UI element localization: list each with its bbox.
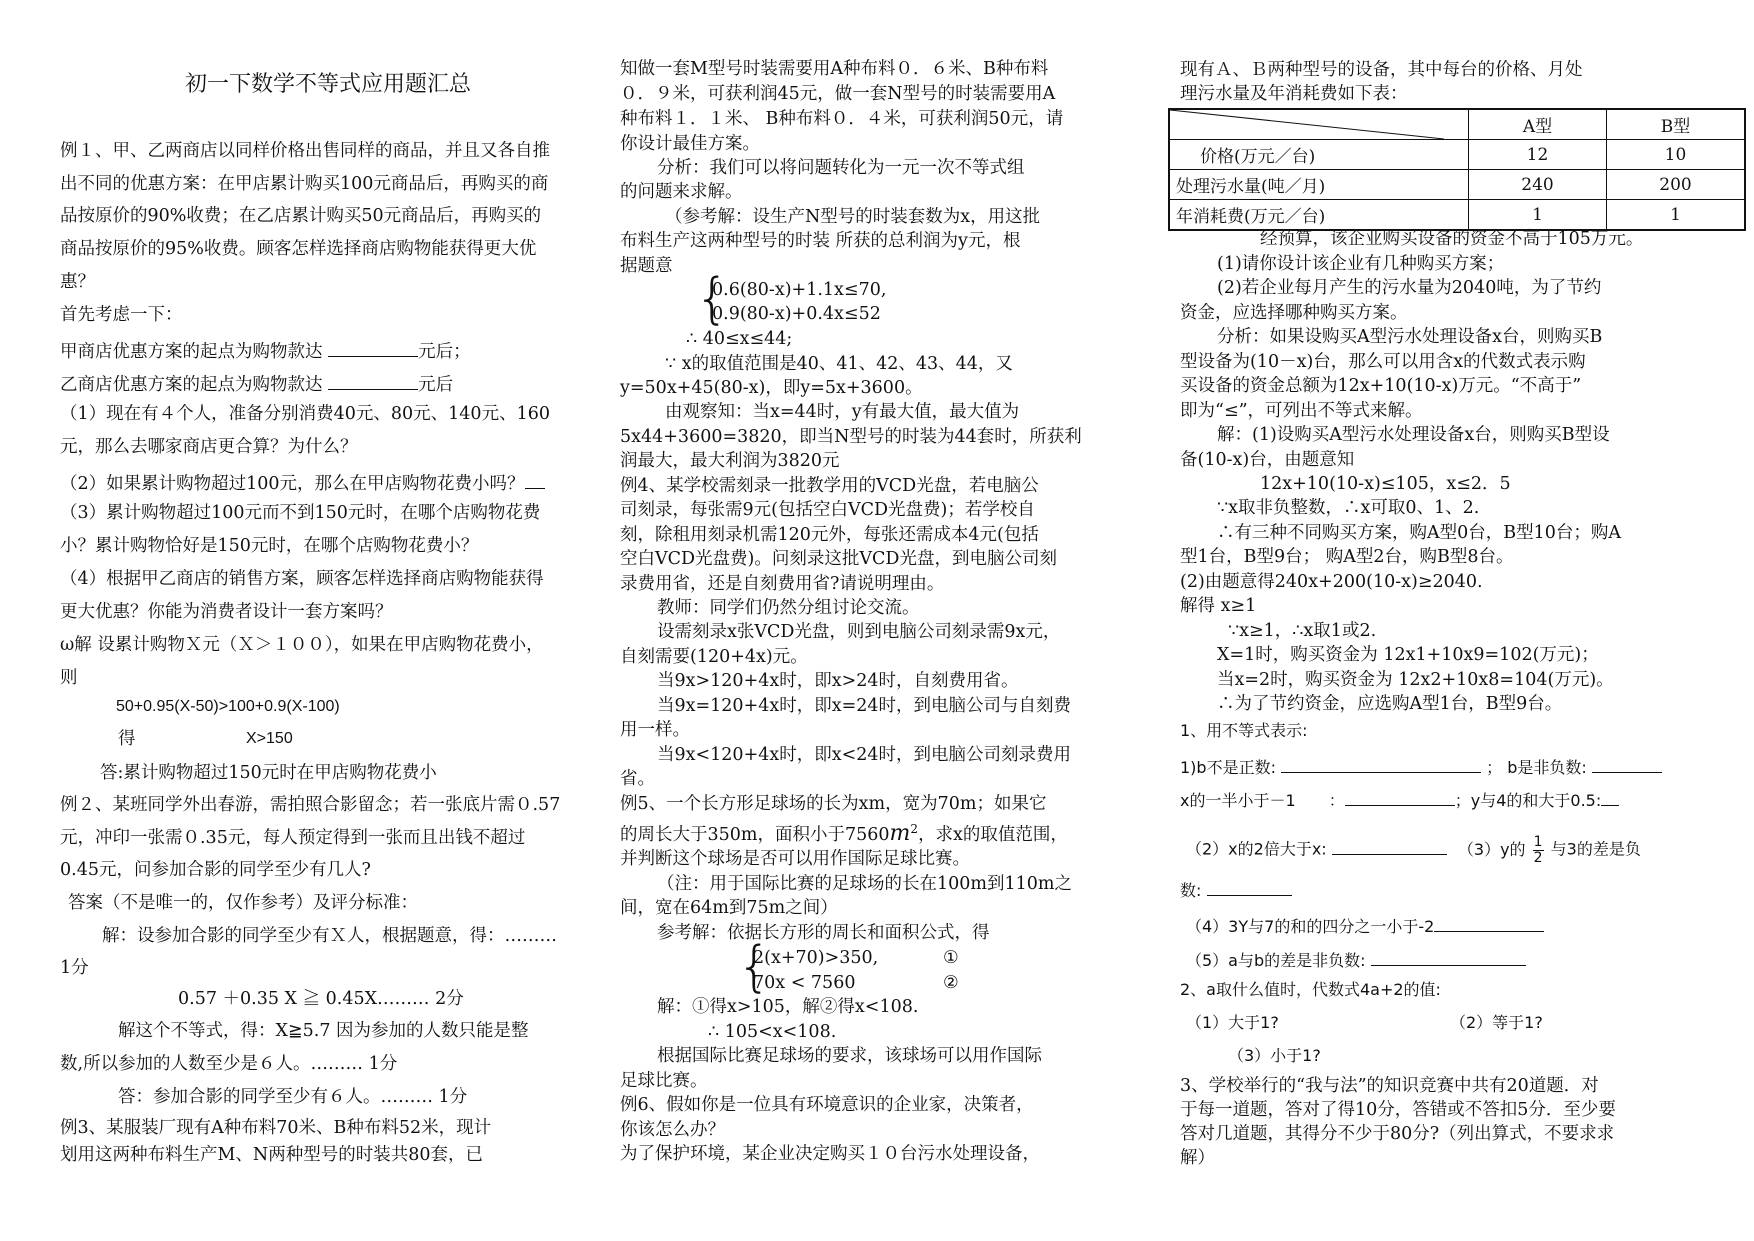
text-line: 自刻需要(120+4x)元。 [620,647,808,667]
text-line: 分析：如果设购买A型污水处理设备x台，则购买B [1217,327,1603,347]
answer-blank[interactable] [1371,949,1526,966]
prompt: （5）a与b的差是非负数: [1186,951,1366,970]
text-line: (2)若企业每月产生的污水量为2040吨，为了节约 [1217,278,1602,298]
text-line: ∵x取非负整数，∴x可取0、1、2. [1217,498,1480,518]
text-line: 例4、某学校需刻录一批教学用的VCD光盘，若电脑公 [620,476,1039,496]
text-line: 资金，应选择哪种购买方案。 [1180,303,1408,323]
answer-blank[interactable] [328,373,418,390]
text-line: 根据国际比赛足球场的要求，该球场可以用作国际 [657,1046,1042,1066]
text-line [1186,835,1641,865]
exercise-heading: 1、用不等式表示: [1180,721,1308,740]
text-line [1180,756,1662,776]
text-line: 答对几道题，其得分不少于80分?（列出算式，不要求求 [1180,1124,1615,1144]
text-line: 刻，除租用刻录机需120元外，每张还需成本4元(包括 [620,525,1039,545]
text-line: 司刻录，每张需9元(包括空白VCD光盘费)；若学校自 [620,500,1035,520]
answer-blank[interactable] [1592,756,1662,773]
text-line: 数,所以参加的人数至少是６人。……… 1分 [60,1054,398,1074]
prompt: （4）3Y与7的和的四分之一小于-2 [1186,917,1435,936]
text-line: 种布料１．１米、 B种布料０．４米，可获利润50元，请 [620,109,1064,129]
answer-blank[interactable] [1345,789,1455,806]
equipment-table [1168,108,1746,231]
text-line: 例5、一个长方形足球场的长为xm，宽为70m；如果它 [620,794,1047,814]
text-line: 间，宽在64m到75m之间） [620,898,838,918]
answer-blank[interactable] [525,472,545,489]
text-line: X=1时，购买资金为 12x1+10x9=102(万元)； [1217,645,1599,665]
text-line: （1）大于1? [1186,1013,1279,1032]
text-line: 元，那么去哪家商店更合算？为什么？ [60,437,358,457]
area-suffix: ，求x的取值范围， [918,825,1068,845]
prompt: 1)b不是正数: [1180,758,1276,777]
equation: 50+0.95(X-50)>100+0.9(X-100) [116,698,340,715]
text-line: 解：设参加合影的同学至少有Ｘ人，根据题意，得：……… [102,926,557,946]
prompt: 与3的差是负 [1550,839,1641,859]
text-line: 当x=2时，购买资金为 12x2+10x8=104(万元)。 [1217,670,1614,690]
text-line: 布料生产这两种型号的时装 所获的总利润为y元，根 [620,231,1021,251]
text-line: 空白VCD光盘费)。问刻录这批VCD光盘，到电脑公司刻 [620,549,1057,569]
text-line: 例3、某服装厂现有A种布料70米、B种布料52米，现计 [60,1118,492,1138]
text-line: 用一样。 [620,720,690,740]
equation: ∴ 40≤x≤44; [686,329,793,349]
prompt: （3）y的 [1457,839,1526,859]
text-line: 你该怎么办？ [620,1120,725,1140]
text-line [1186,915,1544,935]
text-line: 0.45元，问参加合影的同学至少有几人? [60,860,371,880]
text-line: （1）现在有４个人，准备分别消费40元、80元、140元、160 [60,404,550,424]
text-line: 经预算，该企业购买设备的资金不高于105万元。 [1260,229,1644,249]
blank-suffix: 元后 [418,375,454,395]
text-line: 据题意 [620,256,673,276]
text-line: 解：(1)设购买A型污水处理设备x台，则购买B型设 [1217,425,1610,445]
text-line: 答案（不是唯一的，仅作参考）及评分标准： [68,893,418,913]
text-line: 例１、甲、乙两商店以同样价格出售同样的商品，并且又各自推 [60,141,550,161]
text-line: 当9x<120+4x时，即x<24时，到电脑公司刻录费用 [657,745,1072,765]
row-label: 价格(万元／台) [1169,140,1469,170]
equation: X>150 [246,730,293,747]
fraction-one-half [1533,835,1544,865]
table-cell: 240 [1469,170,1607,200]
text-line: 划用这两种布料生产M、N两种型号的时装共80套，已 [60,1145,483,1165]
text-line: 参考解：依据长方形的周长和面积公式，得 [657,923,990,943]
text-line: 由观察知：当x=44时，y有最大值，最大值为 [665,402,1020,422]
text-line: 解得 x≥1 [1180,596,1257,616]
prompt: ： [1328,791,1345,810]
text-line: y=50x+45(80-x)，即y=5x+3600。 [620,378,923,398]
text-line: 3、学校举行的“我与法”的知识竞赛中共有20道题．对 [1180,1076,1599,1096]
text-line: 买设备的资金总额为12x+10(10-x)万元。“不高于” [1180,376,1582,396]
text-line: 惠？ [60,272,95,292]
text-line [60,373,453,395]
text-line: （3）累计购物超过100元而不到150元时，在哪个店购物花费 [60,503,541,523]
table-row [1169,170,1745,200]
header-cell: A型 [1469,109,1607,140]
table-row [1169,200,1745,231]
text-line: ∵ x的取值范围是40、41、42、43、44，又 [665,354,1013,374]
answer-blank[interactable] [328,340,418,357]
text-line: 则 [60,668,78,688]
text-line: 的问题来求解。 [620,182,743,202]
page-title: 初一下数学不等式应用题汇总 [185,72,472,97]
prompt: ；y与4的和大于0.5: [1454,791,1602,810]
text-line: ∵x≥1，∴x取1或2. [1228,621,1377,641]
text-line: (2)由题意得240x+200(10-x)≥2040. [1180,572,1483,592]
table-cell: 1 [1607,200,1746,231]
text-line: 现有Ａ、Ｂ两种型号的设备，其中每台的价格、月处 [1180,60,1583,80]
text-line: 你设计最佳方案。 [620,134,760,154]
fraction-denominator: 2 [1533,849,1543,866]
answer-blank[interactable] [1281,756,1481,773]
text-line [1186,949,1526,969]
text-line [60,340,471,362]
text-line: (1)请你设计该企业有几种购买方案； [1217,254,1505,274]
text-line: 并判断这个球场是否可以用作国际足球比赛。 [620,849,970,869]
table-cell: 1 [1469,200,1607,231]
text-line: ０．９米，可获利润45元，做一套N型号的时装需要用A [620,84,1056,104]
text-line: 足球比赛。 [620,1071,708,1091]
text-line: 例6、假如你是一位具有环境意识的企业家，决策者， [620,1095,1034,1115]
brace-symbol: { [695,267,730,330]
table-cell: 12 [1469,140,1607,170]
text-line: 分析：我们可以将问题转化为一元一次不等式组 [657,158,1025,178]
text-line: 解：①得x>105，解②得x<108. [657,997,919,1017]
text-line: 当9x=120+4x时，即x=24时，到电脑公司与自刻费 [657,696,1072,716]
equation: 0.57 ＋0.35 X ≧ 0.45X……… 2分 [178,989,464,1009]
text-line: （注：用于国际比赛的足球场的长在100m到110m之 [657,874,1072,894]
text-line: ω解 设累计购物Ｘ元（Ｘ＞１００），如果在甲店购物花费小， [60,635,544,655]
text-line: 于每一道题，答对了得10分，答错或不答扣5分．至少要 [1180,1100,1616,1120]
text-line: 1分 [60,958,89,978]
text-line: 解这个不等式，得：X≧5.7 因为参加的人数只能是整 [118,1021,529,1041]
table-row [1169,140,1745,170]
brace-symbol: { [737,935,772,998]
question-text: （2）如果累计购物超过100元，那么在甲店购物花费小吗？ [60,474,525,494]
area-text: 的周长大于350m，面积小于7560 [620,825,890,845]
equation: 70x < 7560 [753,973,856,993]
text-line: 元，冲印一张需０.35元，每人预定得到一张而且出钱不超过 [60,828,526,848]
text-line: 答：参加合影的同学至少有６人。……… 1分 [118,1087,468,1107]
text-line: 得 [118,729,136,749]
row-label: 年消耗费(万元／台) [1169,200,1469,231]
text-line: 教师：同学们仍然分组讨论交流。 [657,598,920,618]
text-line: 备(10-x)台，由题意知 [1180,450,1355,470]
fraction-numerator: 1 [1533,834,1543,850]
text-line: 即为“≤”，可列出不等式来解。 [1180,401,1423,421]
text-line: 2、a取什么值时，代数式4a+2的值: [1180,980,1441,999]
table-corner-cell [1169,109,1469,140]
text-line: 润最大，最大利润为3820元 [620,451,840,471]
text-line: 省。 [620,769,655,789]
answer-blank[interactable] [1434,915,1544,932]
text-line: 知做一套M型号时装需要用A种布料０．６米、B种布料 [620,59,1049,79]
prompt: 数: [1180,881,1202,900]
text-line: 答:累计购物超过150元时在甲店购物花费小 [100,763,437,783]
diagonal-line [1170,110,1444,139]
equation: 0.9(80-x)+0.4x≤52 [712,304,881,324]
unit-m: m [889,821,911,846]
text-line: 更大优惠？你能为消费者设计一套方案吗？ [60,602,393,622]
text-line: ∴有三种不同购买方案，购A型0台，B型10台；购A [1217,523,1622,543]
prompt: （2）x的2倍大于x: [1186,839,1327,859]
answer-blank[interactable] [1601,789,1619,806]
equation-number: ① [943,948,959,968]
text-line: 设需刻录x张VCD光盘，则到电脑公司刻录需9x元， [657,622,1061,642]
text-line: （4）根据甲乙商店的销售方案，顾客怎样选择商店购物能获得 [60,569,544,589]
equation: 12x+10(10-x)≤105，x≤2．5 [1260,474,1511,494]
text-line: 型设备为(10－x)台，那么可以用含x的代数式表示购 [1180,352,1586,372]
answer-blank[interactable] [1207,879,1292,896]
text-line: 出不同的优惠方案：在甲店累计购买100元商品后，再购买的商 [60,174,549,194]
text-line [1180,789,1619,809]
equation-number: ② [943,973,959,993]
text-line: 当9x>120+4x时，即x>24时，自刻费用省。 [657,671,1019,691]
answer-blank[interactable] [1332,838,1447,855]
prompt: x的一半小于－1 [1180,791,1296,810]
prompt: ； b是非负数: [1486,758,1587,777]
header-cell: B型 [1607,109,1746,140]
table-cell: 200 [1607,170,1746,200]
text-line: 型1台，B型9台； 购A型2台，购B型8台。 [1180,547,1514,567]
equation: 0.6(80-x)+1.1x≤70, [712,280,887,300]
text-line: 理污水量及年消耗费如下表： [1180,84,1408,104]
text-line [620,823,1068,845]
text-line: ∴为了节约资金，应选购A型1台，B型9台。 [1217,694,1563,714]
equation: ∴ 105<x<108. [708,1022,837,1042]
text-line: 例２、某班同学外出春游，需拍照合影留念；若一张底片需０.57 [60,795,561,815]
table-cell: 10 [1607,140,1746,170]
text-line: （2）等于1? [1450,1013,1543,1032]
blank-prompt-b: 乙商店优惠方案的起点为购物款达 [60,375,323,395]
text-line: 品按原价的90%收费；在乙店累计购买50元商品后，再购买的 [60,206,542,226]
text-line [1180,879,1292,899]
equation: 2(x+70)>350, [753,948,879,968]
blank-suffix: 元后； [418,342,471,362]
text-line: 解） [1180,1148,1215,1168]
blank-prompt-a: 甲商店优惠方案的起点为购物款达 [60,342,323,362]
text-line: （3）小于1? [1228,1046,1321,1065]
text-line: 录费用省，还是自刻费用省?请说明理由。 [620,574,945,594]
text-line: 5x44+3600=3820，即当N型号的时装为44套时，所获利 [620,427,1082,447]
text-line: （参考解：设生产N型号的时装套数为x，用这批 [665,207,1041,227]
table-header-row [1169,109,1745,140]
unit-exponent: 2 [910,822,919,837]
text-line [60,472,545,494]
text-line: 小？累计购物恰好是150元时，在哪个店购物花费小？ [60,536,479,556]
text-line: 商品按原价的95%收费。顾客怎样选择商店购物能获得更大优 [60,239,537,259]
text-line: 为了保护环境，某企业决定购买１０台污水处理设备， [620,1144,1040,1164]
row-label: 处理污水量(吨／月) [1169,170,1469,200]
text-line: 首先考虑一下： [60,305,183,325]
